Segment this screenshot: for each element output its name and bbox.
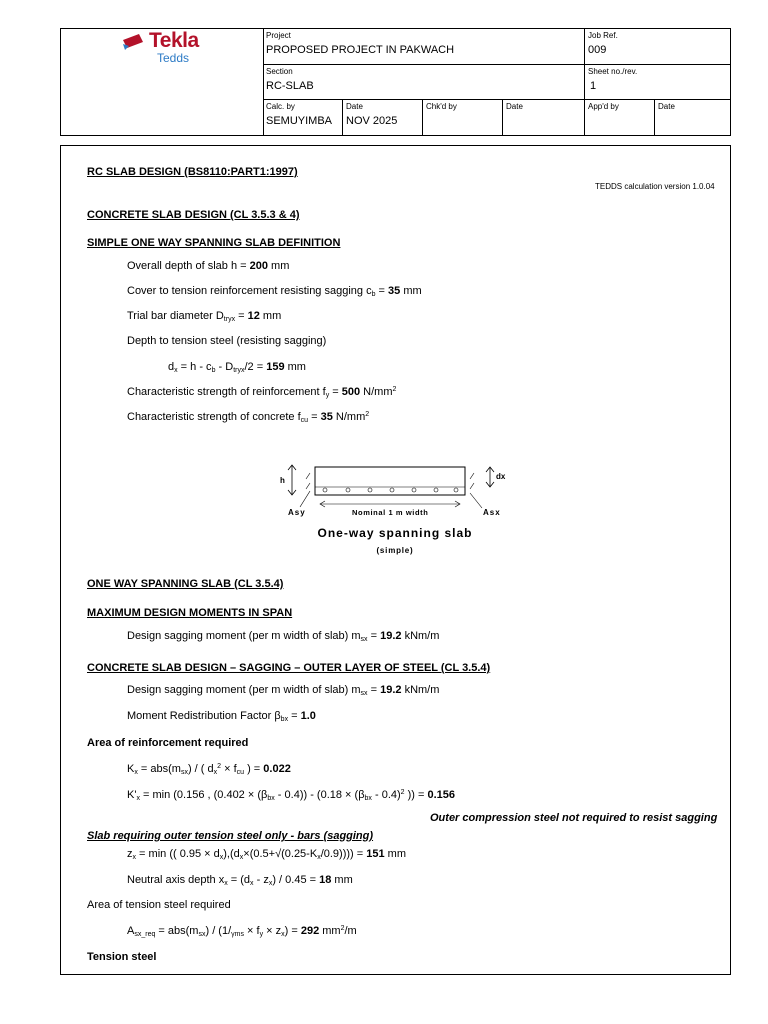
job-ref-value: 009 [588,44,607,56]
logo-product: Tedds [157,51,190,65]
heading-outer-tension: Slab requiring outer tension steel only - bars (sagging) [87,830,374,842]
appd-date-cell [655,100,730,135]
job-ref-cell [585,29,730,65]
date-value: NOV 2025 [346,115,398,127]
chkd-date-cell [503,100,585,135]
fcu-value: 35 [320,411,333,423]
section-value: RC-SLAB [266,80,314,92]
kpx-value: 0.156 [427,789,456,801]
overall-depth-value: 200 [249,260,268,272]
asx-label: Asx [483,508,501,517]
area-required-heading: Area of reinforcement required [87,737,249,749]
as-equation: $A_{sx\_req} = abs(m_{sx}) / (1/_{\gamma ms} \times f_y \times z_x) = 292$ $mm^2/m$ [127,925,357,938]
heading-oneway: ONE WAY SPANNING SLAB (CL 3.5.4) [87,578,284,590]
kpx-equation: $K'_x = \min (0.156$ , $(0.402 \times (\beta_{bx} - 0.4)) - (0.18 \times (\beta_{bx} - 0.4)^2$ )) = 0.156 [127,789,456,802]
sheet-value: 1 [590,80,597,92]
fy-line: Characteristic strength of reinforcement $f_y = 500$ $N/mm^2$ [127,386,397,399]
dx-label: dx [496,472,506,481]
neutral-axis-line: Neutral axis depth $x_x = (d_x - z_x) / 0.45 = 18$ mm [127,874,353,887]
logo-cell [61,29,264,135]
fcu-line: Characteristic strength of concrete $f_{cu} = 35$ $N/mm^2$ [127,411,370,424]
section-label: Section [266,67,293,76]
calc-by-label: Calc. by [266,102,295,111]
heading-concrete: CONCRETE SLAB DESIGN (CL 3.5.3 & 4) [87,209,300,221]
trial-bar-line: Trial bar diameter $D_{tryx} = 12$ mm [127,310,282,323]
msx-line-1: Design sagging moment (per m width of slab) $m_{sx} = 19.2$ kNm/m [127,630,440,643]
appd-date-label: Date [658,102,675,111]
fy-value: 500 [341,386,361,398]
slab-diagram [270,455,520,565]
beta-line: Moment Redistribution Factor $\beta_{bx} = 1.0$ [127,710,316,723]
project-value: PROPOSED PROJECT IN PAKWACH [266,44,455,56]
area-tension-heading: Area of tension steel required [87,899,231,911]
heading-definition: SIMPLE ONE WAY SPANNING SLAB DEFINITION [87,237,341,249]
heading-max-moments: MAXIMUM DESIGN MOMENTS IN SPAN [87,607,293,619]
sheet-label: Sheet no./rev. [588,67,638,76]
compression-note: Outer compression steel not required to resist sagging [430,812,718,824]
title-block [60,28,731,136]
calc-by-cell [263,100,343,135]
tension-steel-heading: Tension steel [87,951,157,963]
appd-cell [585,100,655,135]
kx-value: 0.022 [263,763,291,775]
date-cell [343,100,423,135]
sheet-cell [585,65,730,100]
zx-equation: $z_x = \min$ (( $0.95 \times d_x),(d_x\times(0.5+√(0.25-K_x/0.9)))) = 151$ mm [127,848,406,861]
logo-brand: Tekla [149,29,199,52]
tekla-logo-icon [121,32,145,50]
dx-equation: $d_x = h - c_b - D_{tryx}/2 = 159$ mm [168,361,306,374]
cover-line: Cover to tension reinforcement resisting sagging $c_b = 35$ mm [127,285,422,298]
kx-equation: $K_x = abs(m_{sx})$ / ( $d_x^2 \times f_{cu}$ ) = 0.022 [127,763,291,776]
asy-label: Asy [288,508,306,517]
diagram-subcaption: (simple) [376,546,414,555]
project-label: Project [266,31,291,40]
trial-bar-value: 12 [247,310,260,322]
appd-label: App'd by [588,102,619,111]
heading-sagging: CONCRETE SLAB DESIGN – SAGGING – OUTER LAYER OF STEEL (CL 3.5.4) [87,662,491,674]
chkd-cell [423,100,503,135]
section-cell [263,65,585,100]
calc-by-value: SEMUYIMBA [266,115,333,127]
overall-depth-line: Overall depth of slab h = 200 mm [127,260,290,272]
neutral-axis-value: 18 [319,874,332,886]
doc-title: RC SLAB DESIGN (BS8110:PART1:1997) [87,166,298,178]
dx-value: 159 [266,361,285,373]
diagram-caption: One-way spanning slab [317,526,473,540]
job-ref-label: Job Ref. [588,31,618,40]
width-label: Nominal 1 m width [352,508,429,517]
chkd-date-label: Date [506,102,523,111]
rebar-circles [323,488,458,492]
cover-value: 35 [388,285,401,297]
project-cell [263,29,585,65]
as-value: 292 [300,925,320,937]
msx-line-2: Design sagging moment (per m width of slab) $m_{sx} = 19.2$ kNm/m [127,684,440,697]
depth-steel-line: Depth to tension steel (resisting sagging) [127,335,327,347]
chkd-label: Chk'd by [426,102,457,111]
zx-value: 151 [366,848,385,860]
h-label: h [280,476,285,485]
date-label: Date [346,102,363,111]
version-note: TEDDS calculation version 1.0.04 [595,182,715,191]
